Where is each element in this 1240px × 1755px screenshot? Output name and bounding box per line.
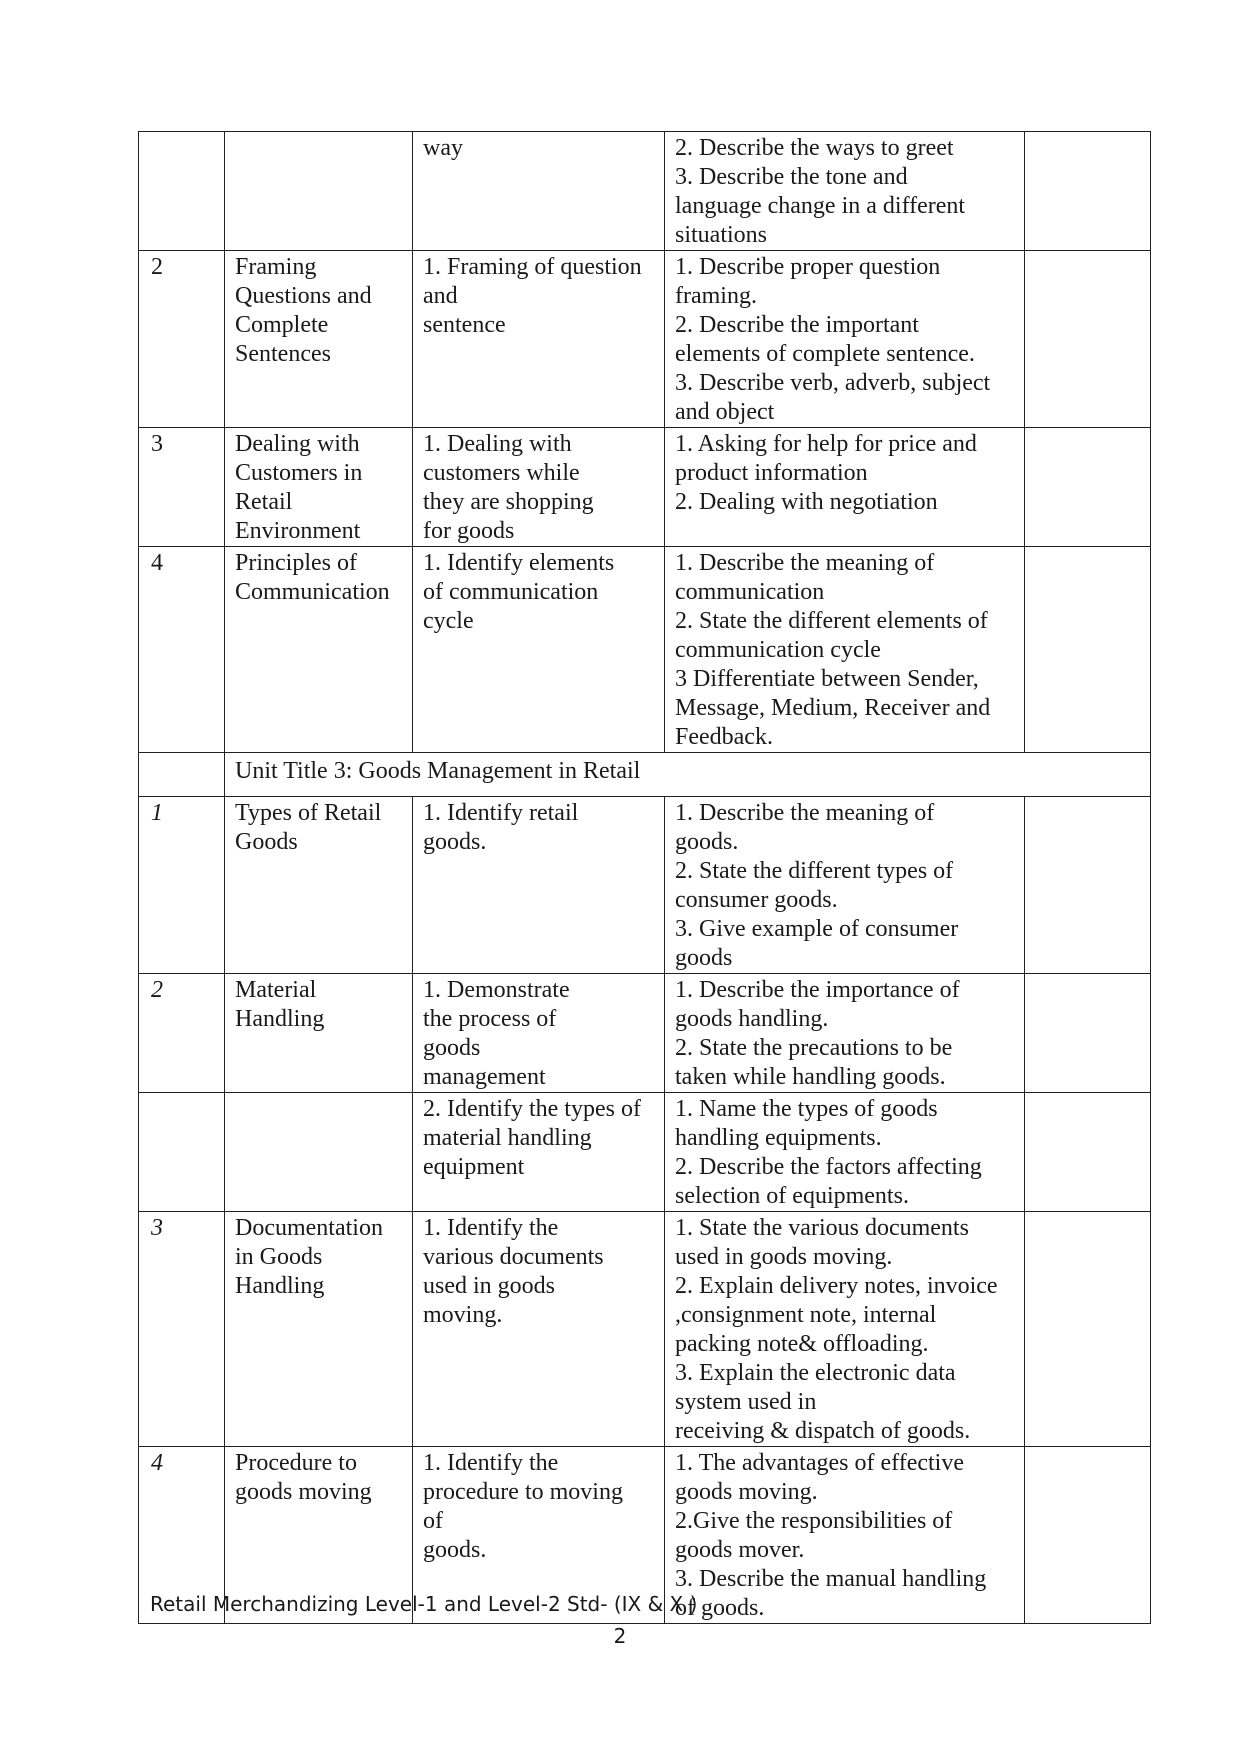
serial-number-cell (139, 132, 225, 251)
serial-number-cell (139, 1093, 225, 1212)
serial-number-cell: 3 (139, 428, 225, 547)
assessment-criteria-cell: 2. Describe the ways to greet 3. Describe the tone and language change in a different situations (665, 132, 1025, 251)
session-name-cell: Framing Questions and Complete Sentences (225, 251, 413, 428)
assessment-criteria-cell: 1. Name the types of goods handling equipments. 2. Describe the factors affecting selection of equipments. (665, 1093, 1025, 1212)
table-row (139, 1093, 1151, 1212)
remarks-cell (1025, 1447, 1151, 1624)
remarks-cell (1025, 251, 1151, 428)
remarks-cell (1025, 1212, 1151, 1447)
table-row (139, 974, 1151, 1093)
assessment-criteria-cell: 1. Describe the meaning of goods. 2. State the different types of consumer goods. 3. Give example of consumer goods (665, 797, 1025, 974)
learning-outcome-cell: way (413, 132, 665, 251)
unit-title: Unit Title 3: Goods Management in Retail (225, 753, 1151, 797)
session-name-cell: Material Handling (225, 974, 413, 1093)
learning-outcome-cell: 1. Dealing with customers while they are shopping for goods (413, 428, 665, 547)
session-name-cell: Types of Retail Goods (225, 797, 413, 974)
session-name-cell: Principles of Communication (225, 547, 413, 753)
remarks-cell (1025, 797, 1151, 974)
table-row (139, 1212, 1151, 1447)
learning-outcome-cell: 1. Framing of question and sentence (413, 251, 665, 428)
remarks-cell (1025, 974, 1151, 1093)
learning-outcome-cell: 1. Identify the procedure to moving of goods. (413, 1447, 665, 1624)
session-name-cell: Procedure to goods moving (225, 1447, 413, 1624)
serial-number-cell: 3 (139, 1212, 225, 1447)
session-name-cell: Dealing with Customers in Retail Environment (225, 428, 413, 547)
page-footer: Retail Merchandizing Level-1 and Level-2 Std- (IX & X ) (150, 1592, 698, 1616)
table-row (139, 251, 1151, 428)
serial-number-cell: 4 (139, 547, 225, 753)
serial-number-cell (139, 753, 225, 797)
unit-title-row (139, 753, 1151, 797)
remarks-cell (1025, 1093, 1151, 1212)
assessment-criteria-cell: 1. Describe the importance of goods handling. 2. State the precautions to be taken while handling goods. (665, 974, 1025, 1093)
learning-outcome-cell: 1. Demonstrate the process of goods management (413, 974, 665, 1093)
learning-outcome-cell: 2. Identify the types of material handling equipment (413, 1093, 665, 1212)
table-row (139, 428, 1151, 547)
serial-number-cell: 2 (139, 974, 225, 1093)
assessment-criteria-cell: 1. Describe the meaning of communication 2. State the different elements of communication cycle 3 Differentiate between Sender, Message, Medium, Receiver and Feedback. (665, 547, 1025, 753)
remarks-cell (1025, 428, 1151, 547)
curriculum-table (138, 131, 1151, 1624)
assessment-criteria-cell: 1. Describe proper question framing. 2. Describe the important elements of complete sentence. 3. Describe verb, adverb, subject and object (665, 251, 1025, 428)
remarks-cell (1025, 547, 1151, 753)
remarks-cell (1025, 132, 1151, 251)
table-row (139, 132, 1151, 251)
page-number: 2 (613, 1624, 627, 1648)
learning-outcome-cell: 1. Identify elements of communication cycle (413, 547, 665, 753)
learning-outcome-cell: 1. Identify retail goods. (413, 797, 665, 974)
learning-outcome-cell: 1. Identify the various documents used in goods moving. (413, 1212, 665, 1447)
table-row (139, 547, 1151, 753)
serial-number-cell: 1 (139, 797, 225, 974)
serial-number-cell: 2 (139, 251, 225, 428)
assessment-criteria-cell: 1. State the various documents used in goods moving. 2. Explain delivery notes, invoice ,consignment note, internal packing note& offloading. 3. Explain the electronic data system used in receiving & dispatch of goods. (665, 1212, 1025, 1447)
session-name-cell: Documentation in Goods Handling (225, 1212, 413, 1447)
session-name-cell (225, 1093, 413, 1212)
table-row (139, 797, 1151, 974)
assessment-criteria-cell: 1. The advantages of effective goods moving. 2.Give the responsibilities of goods mover. 3. Describe the manual handling of goods. (665, 1447, 1025, 1624)
serial-number-cell: 4 (139, 1447, 225, 1624)
session-name-cell (225, 132, 413, 251)
assessment-criteria-cell: 1. Asking for help for price and product information 2. Dealing with negotiation (665, 428, 1025, 547)
